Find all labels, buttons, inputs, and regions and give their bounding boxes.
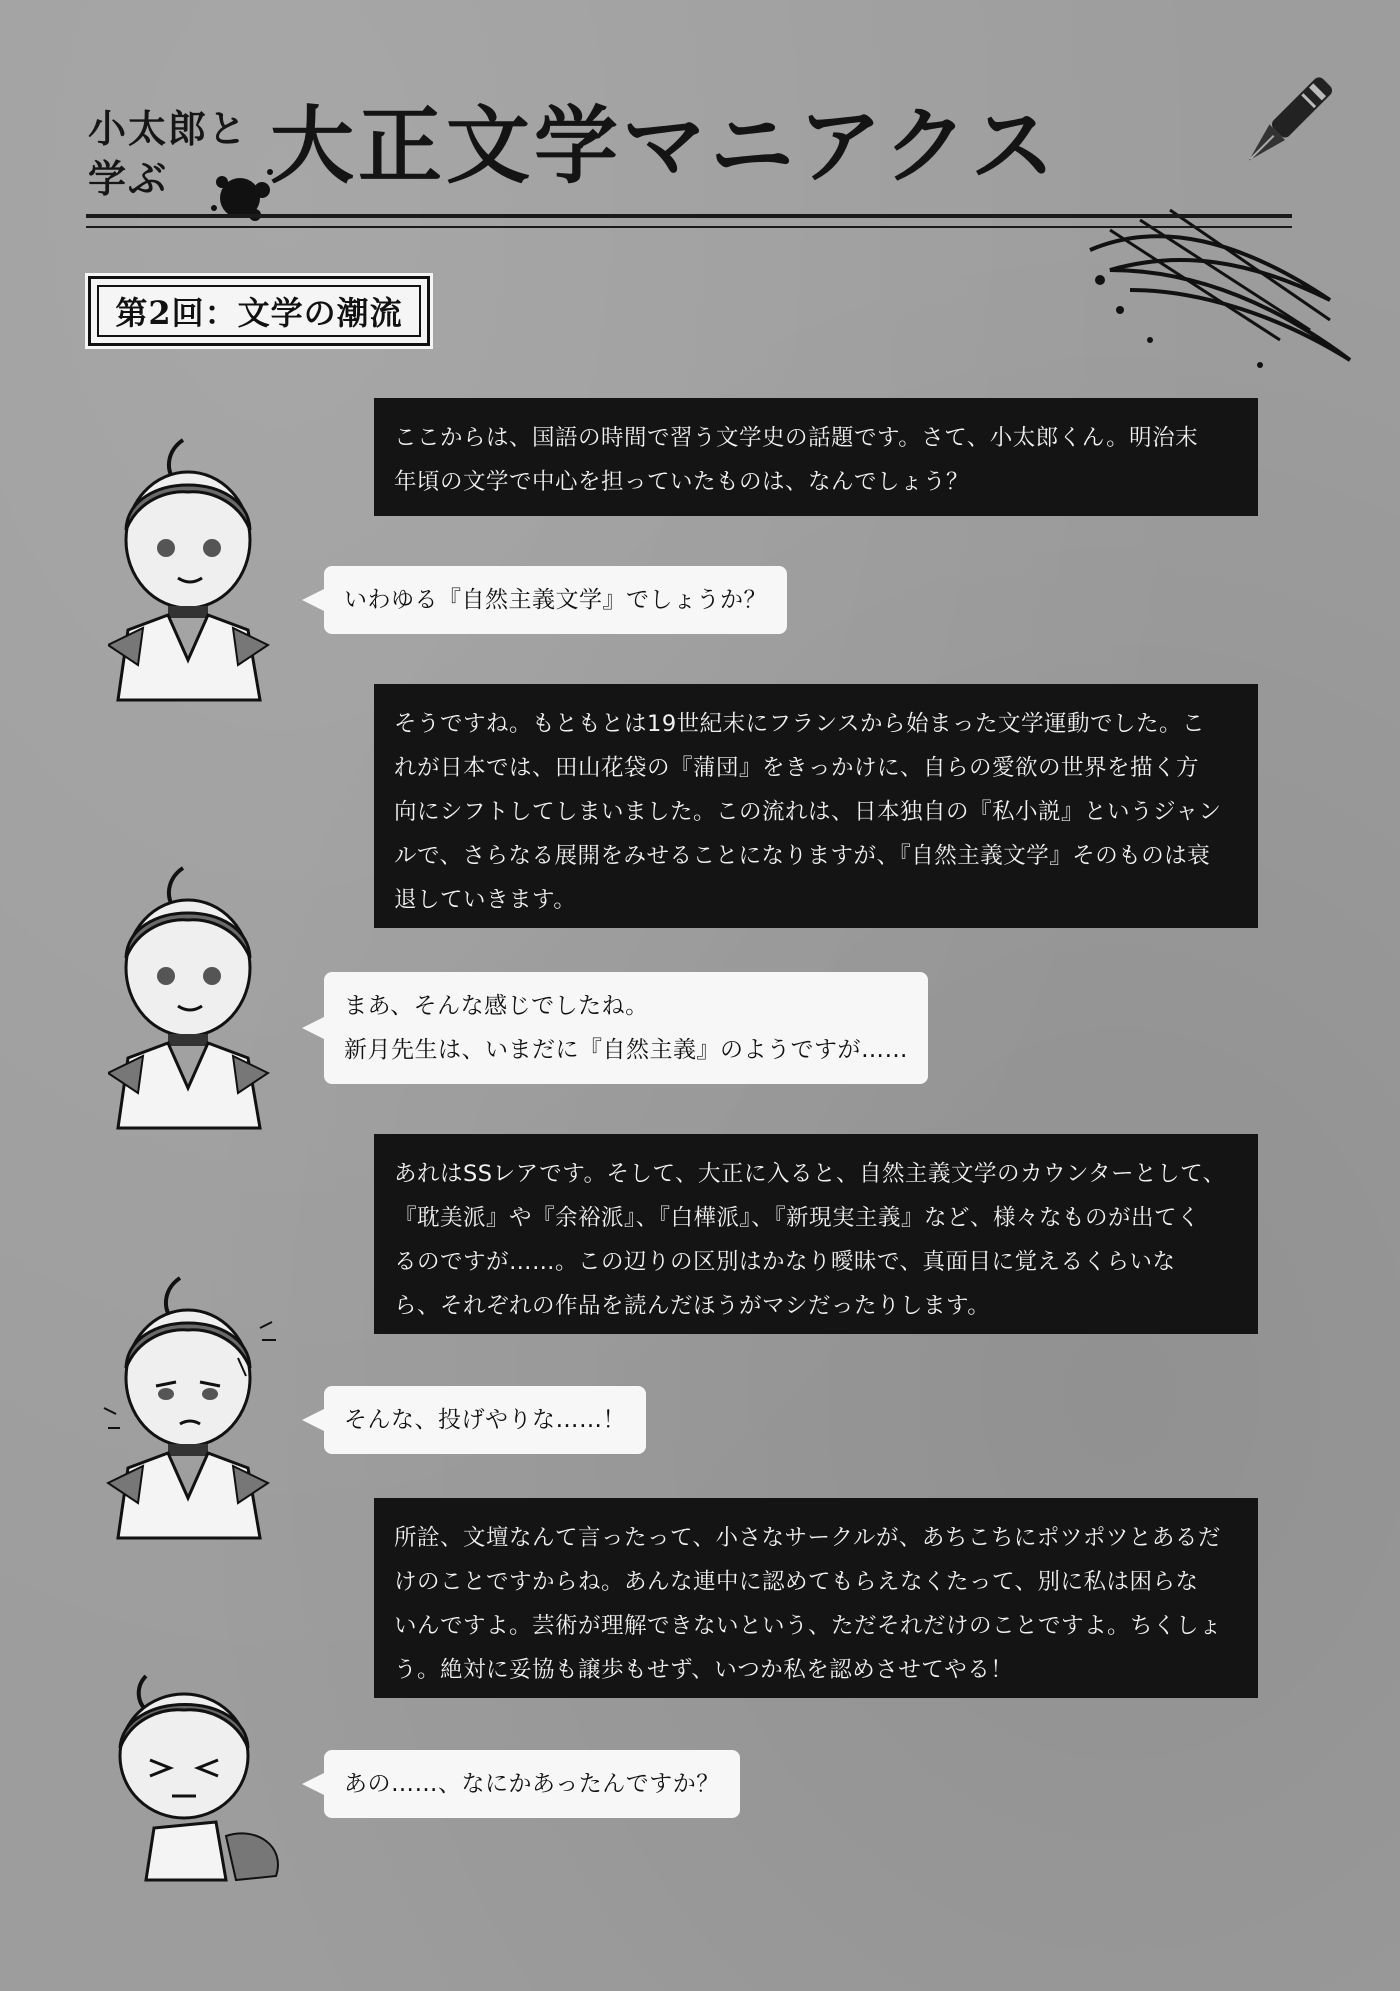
speech-line: ら、それぞれの作品を読んだほうがマシだったりします。 [394, 1293, 991, 1319]
teacher-speech-4 [374, 1498, 1258, 1698]
header-rule-thin [86, 226, 1292, 228]
teacher-speech-2 [374, 684, 1258, 928]
page-title: 大正文学マニアクス [270, 96, 1059, 195]
speech-line: 『耽美派』や『余裕派』、『白樺派』、『新現実主義』など、様々なものが出てく [394, 1205, 1201, 1231]
speech-line: ルで、さらなる展開をみせることになりますが、『自然主義文学』そのものは衰 [394, 843, 1211, 869]
speech-line: そうですね。もともとは19世紀末にフランスから始まった文学運動でした。こ [394, 711, 1205, 737]
ink-scribble-icon [1070, 190, 1370, 380]
kotaro-avatar-icon [106, 1656, 296, 1886]
header-rule [86, 214, 1292, 218]
header-prefix-line-2: 学ぶ [88, 156, 169, 201]
kotaro-speech-1 [324, 566, 787, 634]
kotaro-avatar-icon [100, 1268, 280, 1548]
kotaro-speech-4 [324, 1750, 740, 1818]
header-prefix-line-1: 小太郎と [88, 106, 249, 151]
speech-line: るのですが……。この辺りの区別はかなり曖昧で、真面目に覚えるくらいな [394, 1249, 1176, 1275]
speech-line: 向にシフトしてしまいました。この流れは、日本独自の『私小説』というジャン [394, 799, 1222, 825]
speech-line: 年頃の文学で中心を担っていたものは、なんでしょう？ [394, 469, 970, 495]
speech-line: いんですよ。芸術が理解できないという、ただそれだけのことですよ。ちくしょ [394, 1613, 1223, 1639]
speech-line: いわゆる『自然主義文学』でしょうか？ [344, 587, 767, 613]
kotaro-avatar-icon [108, 858, 278, 1138]
speech-line: まあ、そんな感じでしたね。 [344, 993, 649, 1019]
fountain-pen-icon [1208, 70, 1338, 200]
speech-line: 退していきます。 [394, 887, 577, 913]
speech-line: そんな、投げやりな……！ [344, 1407, 626, 1433]
chapter-label-box [88, 276, 430, 346]
kotaro-avatar-icon [108, 430, 278, 710]
speech-line: けのことですからね。あんな連中に認めてもらえなくたって、別に私は困らな [394, 1569, 1199, 1595]
teacher-speech-1 [374, 398, 1258, 516]
kotaro-speech-2 [324, 972, 928, 1084]
speech-line: あれはSSレアです。そして、大正に入ると、自然主義文学のカウンターとして、 [394, 1161, 1226, 1187]
chapter-label-frame [97, 285, 421, 337]
speech-line: 所詮、文壇なんて言ったって、小さなサークルが、あちこちにポツポツとあるだ [394, 1525, 1221, 1551]
speech-line: う。絶対に妥協も譲歩もせず、いつか私を認めさせてやる！ [394, 1657, 1014, 1683]
speech-line: 新月先生は、いまだに『自然主義』のようですが…… [344, 1037, 908, 1063]
teacher-speech-3 [374, 1134, 1258, 1334]
chapter-label: 第2回：文学の潮流 [115, 294, 403, 332]
ink-splatter-icon [200, 160, 280, 230]
speech-line: あの……、なにかあったんですか？ [344, 1771, 720, 1797]
speech-line: れが日本では、田山花袋の『蒲団』をきっかけに、自らの愛欲の世界を描く方 [394, 755, 1200, 781]
kotaro-speech-3 [324, 1386, 646, 1454]
speech-line: ここからは、国語の時間で習う文学史の話題です。さて、小太郎くん。明治末 [394, 425, 1199, 451]
